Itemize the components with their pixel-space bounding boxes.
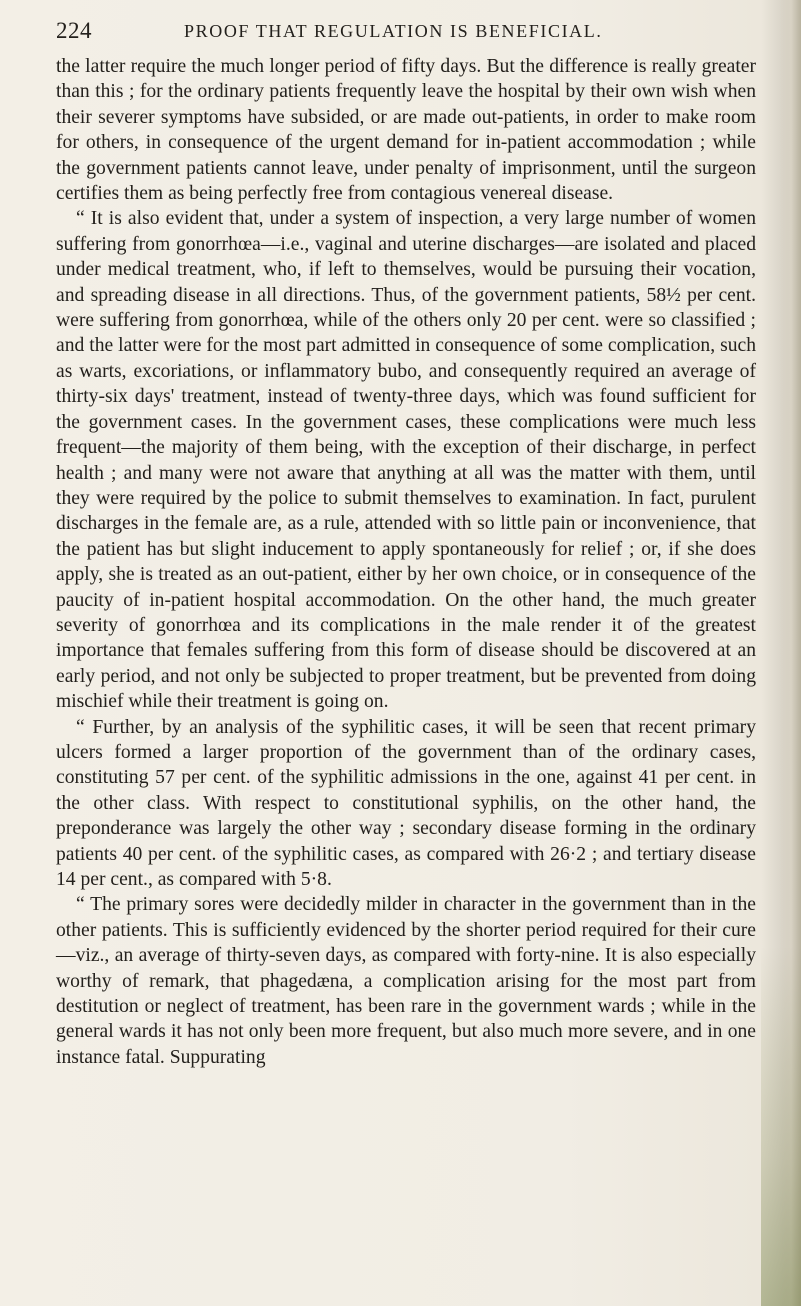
paragraph-3: “ Further, by an analysis of the syphilitic cases, it will be seen that recent primary ulcers formed a larger proportion of the government than of the ordinary cases, constituting 57 per cent. of the syphilitic admissions in the one, against 41 per cent. in the other class. With respect to constitutional syphilis, on the other hand, the preponderance was largely the other way ; secondary disease forming in the ordinary patients 40 per cent. of the syphilitic cases, as compared with 26·2 ; and tertiary disease 14 per cent., as compared with 5·8.: [56, 716, 756, 890]
paragraph-1: the latter require the much longer period of fifty days. But the difference is really greater than this ; for the ordinary patients frequently leave the hospital by their own wish when their severer symptoms have subsided, or are made out-patients, in order to make room for others, in consequence of the urgent demand for in-patient accommodation ; while the government patients cannot leave, under penalty of imprisonment, until the surgeon certifies them as being perfectly free from contagious venereal disease.: [56, 56, 756, 205]
paragraph-2: “ It is also evident that, under a system of inspection, a very large number of women suffering from gonorrhœa—i.e., vaginal and uterine discharges—are isolated and placed under medical treatment, who, if left to themselves, would be pursuing their vocation, and spreading disease in all directions. Thus, of the government patients, 58½ per cent. were suffering from gonorrhœa, while of the others only 20 per cent. were so classified ; and the latter were for the most part admitted in consequence of some complication, such as warts, excoriations, or inflammatory bubo, and consequently required an average of thirty-six days' treatment, instead of twenty-three days, which was found sufficient for the government cases. In the government cases, these complications were much less frequent—the majority of them being, with the exception of their discharge, in perfect health ; and many were not aware that anything at all was the matter with them, until they were required by the police to submit themselves to examination. In fact, purulent discharges in the female are, as a rule, attended with so little pain or inconvenience, that the patient has but slight inducement to apply spontaneously for relief ; or, if she does apply, she is treated as an out-patient, either by her own choice, or in consequence of the paucity of in-patient hospital accommodation. On the other hand, the much greater severity of gonorrhœa and its complications in the male render it of the greatest importance that females suffering from this form of disease should be discovered at an early period, and not only be subjected to proper treatment, but be prevented from doing mischief while their treatment is going on.: [56, 208, 756, 713]
running-head: PROOF THAT REGULATION IS BENEFICIAL.: [184, 21, 603, 41]
paragraph-4: “ The primary sores were decidedly milder in character in the government than in the other patients. This is sufficiently evidenced by the shorter period required for their cure—viz., an average of thirty-seven days, as compared with forty-nine. It is also especially worthy of remark, that phagedæna, a complication arising for the most part from destitution or neglect of treatment, has been rare in the government wards ; while in the general wards it has not only been more frequent, but also much more severe, and in one instance fatal. Suppurating: [56, 894, 756, 1068]
page-number: 224: [56, 18, 92, 43]
page-header: [56, 18, 756, 48]
page-edge-stain: [761, 946, 801, 1306]
body-text: [56, 54, 756, 1070]
